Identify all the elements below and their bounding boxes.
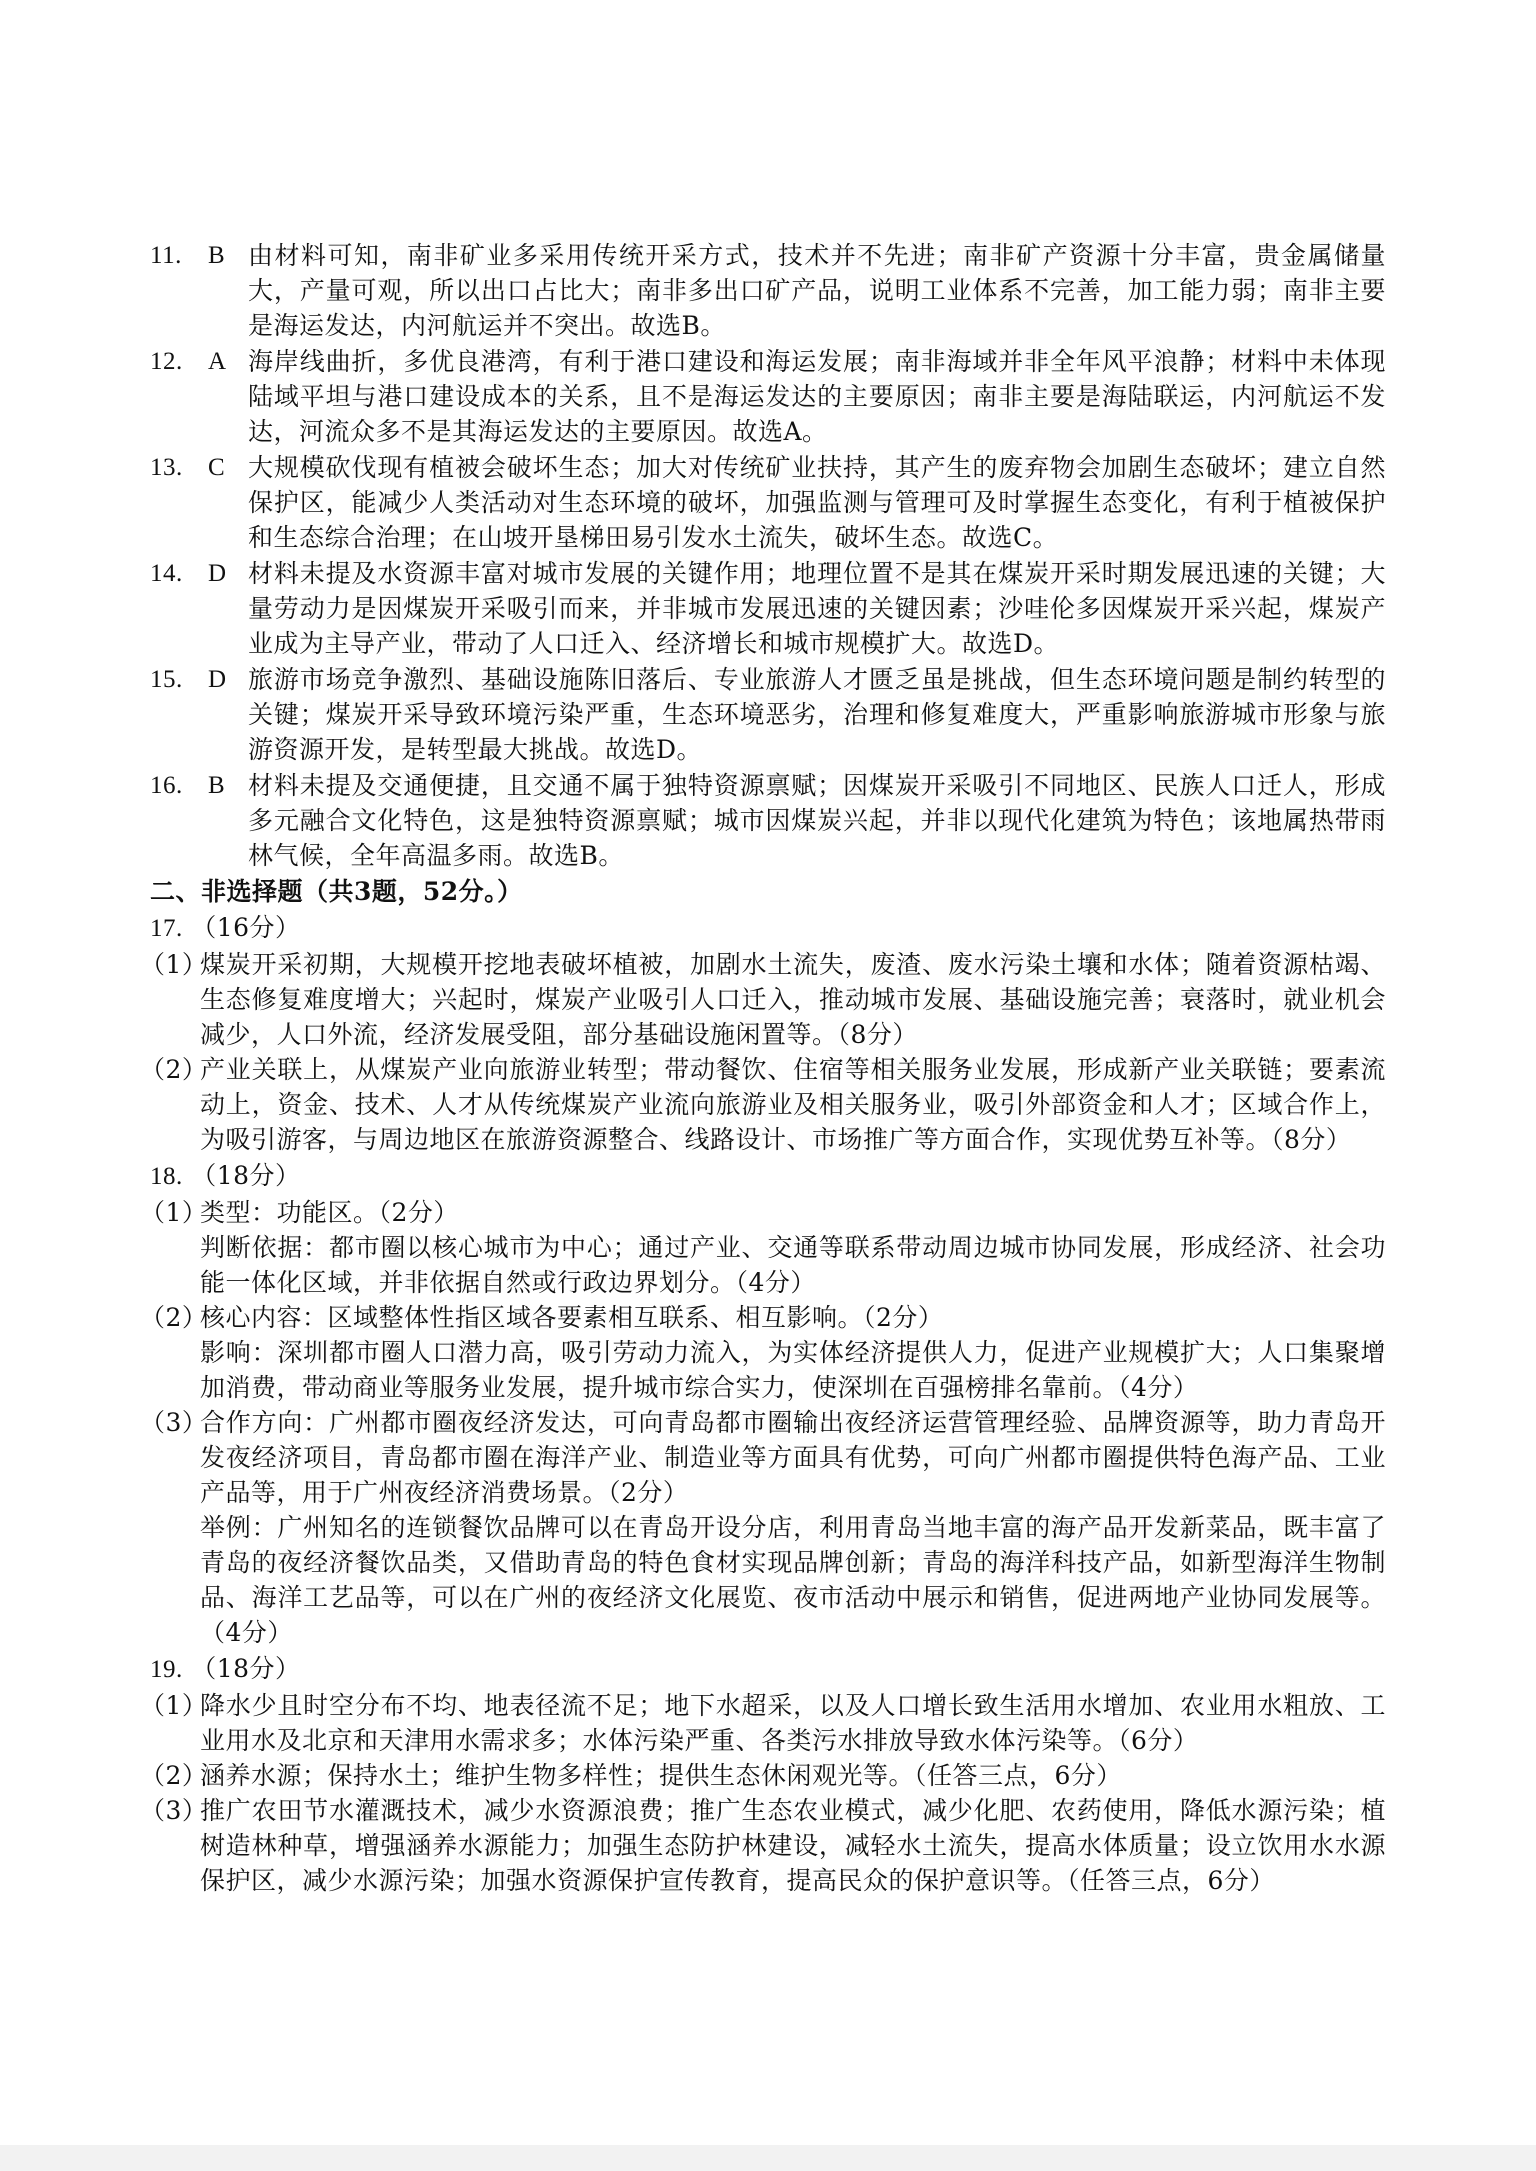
sub-question-body bbox=[200, 1758, 1386, 1793]
sub-question bbox=[140, 1300, 1386, 1405]
answer-paragraph: 类型：功能区。（2分） bbox=[200, 1198, 459, 1227]
sub-question bbox=[140, 1195, 1386, 1300]
explanation-text: 海岸线曲折，多优良港湾，有利于港口建设和海运发展；南非海域并非全年风平浪静；材料中未体现陆域平坦与港口建设成本的关系，且不是海运发达的主要原因；南非主要是海陆联运，内河航运不发达，河流众多不是其海运发达的主要原因。故选A。 bbox=[248, 347, 1386, 446]
question-heading bbox=[150, 1158, 1386, 1194]
sub-question-label: （1） bbox=[140, 950, 208, 979]
sub-question-body bbox=[200, 1405, 1386, 1650]
sub-question-label: （1） bbox=[140, 1198, 208, 1227]
choice-answer-item bbox=[150, 662, 1386, 767]
question-number: 12. bbox=[150, 348, 183, 375]
sub-question-label: （2） bbox=[140, 1761, 208, 1790]
answer-paragraph: 判断依据：都市圈以核心城市为中心；通过产业、交通等联系带动周边城市协同发展，形成经济、社会功能一体化区域，并非依据自然或行政边界划分。（4分） bbox=[200, 1233, 1386, 1297]
answer-letter: B bbox=[208, 242, 226, 269]
sub-question-body bbox=[200, 1300, 1386, 1405]
sub-question bbox=[140, 1688, 1386, 1758]
answer-paragraph: 举例：广州知名的连锁餐饮品牌可以在青岛开设分店，利用青岛当地丰富的海产品开发新菜品，既丰富了青岛的夜经济餐饮品类，又借助青岛的特色食材实现品牌创新；青岛的海洋科技产品，如新型海洋生物制品、海洋工艺品等，可以在广州的夜经济文化展览、夜市活动中展示和销售，促进两地产业协同发展等。（4分） bbox=[200, 1513, 1386, 1647]
choice-answer-item bbox=[150, 556, 1386, 661]
question-number: 11. bbox=[150, 242, 182, 269]
choice-answer-item bbox=[150, 450, 1386, 555]
sub-question-label: （2） bbox=[140, 1303, 208, 1332]
explanation-text: 由材料可知，南非矿业多采用传统开采方式，技术并不先进；南非矿产资源十分丰富，贵金属储量大，产量可观，所以出口占比大；南非多出口矿产品，说明工业体系不完善，加工能力弱；南非主要是海运发达，内河航运并不突出。故选B。 bbox=[248, 241, 1386, 340]
answer-letter: A bbox=[208, 348, 227, 375]
choice-answer-list bbox=[150, 238, 1386, 873]
sub-question bbox=[140, 1793, 1386, 1898]
explanation-text: 材料未提及交通便捷，且交通不属于独特资源禀赋；因煤炭开采吸引不同地区、民族人口迁人，形成多元融合文化特色，这是独特资源禀赋；城市因煤炭兴起，并非以现代化建筑为特色；该地属热带雨林气候，全年高温多雨。故选B。 bbox=[248, 771, 1386, 870]
sub-question bbox=[140, 947, 1386, 1052]
question-number: 16. bbox=[150, 772, 183, 799]
question-score: （18分） bbox=[191, 1161, 301, 1190]
question-number: 13. bbox=[150, 454, 183, 481]
answer-letter: D bbox=[208, 560, 227, 587]
sub-question-body bbox=[200, 947, 1386, 1052]
explanation-text: 大规模砍伐现有植被会破坏生态；加大对传统矿业扶持，其产生的废弃物会加剧生态破坏；建立自然保护区，能减少人类活动对生态环境的破坏，加强监测与管理可及时掌握生态变化，有利于植被保护和生态综合治理；在山坡开垦梯田易引发水土流失，破坏生态。故选C。 bbox=[248, 453, 1386, 552]
answer-letter: D bbox=[208, 666, 227, 693]
sub-question-label: （3） bbox=[140, 1408, 208, 1437]
sub-question bbox=[140, 1405, 1386, 1650]
explanation-text: 旅游市场竞争激烈、基础设施陈旧落后、专业旅游人才匮乏虽是挑战，但生态环境问题是制约转型的关键；煤炭开采导致环境污染严重，生态环境恶劣，治理和修复难度大，严重影响旅游城市形象与旅游资源开发，是转型最大挑战。故选D。 bbox=[248, 665, 1386, 764]
answer-letter: B bbox=[208, 772, 226, 799]
sub-question bbox=[140, 1052, 1386, 1157]
answer-paragraph: 合作方向：广州都市圈夜经济发达，可向青岛都市圈输出夜经济运营管理经验、品牌资源等，助力青岛开发夜经济项目，青岛都市圈在海洋产业、制造业等方面具有优势，可向广州都市圈提供特色海产品、工业产品等，用于广州夜经济消费场景。（2分） bbox=[200, 1408, 1386, 1507]
answer-paragraph: 影响：深圳都市圈人口潜力高，吸引劳动力流入，为实体经济提供人力，促进产业规模扩大；人口集聚增加消费，带动商业等服务业发展，提升城市综合实力，使深圳在百强榜排名靠前。（4分） bbox=[200, 1338, 1386, 1402]
choice-answer-item bbox=[150, 344, 1386, 449]
question-number: 17. bbox=[150, 915, 183, 942]
answer-paragraph: 涵养水源；保持水土；维护生物多样性；提供生态休闲观光等。（任答三点，6分） bbox=[200, 1761, 1122, 1790]
sub-question-body bbox=[200, 1688, 1386, 1758]
question-score: （18分） bbox=[191, 1654, 301, 1683]
answer-paragraph: 降水少且时空分布不均、地表径流不足；地下水超采，以及人口增长致生活用水增加、农业用水粗放、工业用水及北京和天津用水需求多；水体污染严重、各类污水排放导致水体污染等。（6分） bbox=[200, 1691, 1386, 1755]
sub-question-body bbox=[200, 1052, 1386, 1157]
sub-question-label: （3） bbox=[140, 1796, 208, 1825]
sub-question-label: （1） bbox=[140, 1691, 208, 1720]
answer-letter: C bbox=[208, 454, 226, 481]
answer-paragraph: 煤炭开采初期，大规模开挖地表破坏植被，加剧水土流失，废渣、废水污染土壤和水体；随着资源枯竭、生态修复难度增大；兴起时，煤炭产业吸引人口迁入，推动城市发展、基础设施完善；衰落时，就业机会减少，人口外流，经济发展受阻，部分基础设施闲置等。（8分） bbox=[200, 950, 1386, 1049]
sub-question-body bbox=[200, 1793, 1386, 1898]
scan-bottom-band bbox=[0, 2145, 1536, 2171]
sub-question bbox=[140, 1758, 1386, 1793]
explanation-text: 材料未提及水资源丰富对城市发展的关键作用；地理位置不是其在煤炭开采时期发展迅速的关键；大量劳动力是因煤炭开采吸引而来，并非城市发展迅速的关键因素；沙哇伦多因煤炭开采兴起，煤炭产业成为主导产业，带动了人口迁入、经济增长和城市规模扩大。故选D。 bbox=[248, 559, 1386, 658]
question-heading bbox=[150, 910, 1386, 946]
answer-paragraph: 核心内容：区域整体性指区域各要素相互联系、相互影响。（2分） bbox=[200, 1303, 944, 1332]
choice-answer-item bbox=[150, 238, 1386, 343]
question-number: 14. bbox=[150, 560, 183, 587]
question-number: 19. bbox=[150, 1656, 183, 1683]
sub-question-label: （2） bbox=[140, 1055, 208, 1084]
question-score: （16分） bbox=[191, 913, 301, 942]
free-response-list bbox=[140, 910, 1386, 1898]
question-number: 15. bbox=[150, 666, 183, 693]
section-title: 二、非选择题（共3题，52分。） bbox=[150, 877, 523, 906]
answer-paragraph: 推广农田节水灌溉技术，减少水资源浪费；推广生态农业模式，减少化肥、农药使用，降低水源污染；植树造林种草，增强涵养水源能力；加强生态防护林建设，减轻水土流失，提高水体质量；设立饮用水水源保护区，减少水源污染；加强水资源保护宣传教育，提高民众的保护意识等。（任答三点，6分） bbox=[200, 1796, 1386, 1895]
question-number: 18. bbox=[150, 1163, 183, 1190]
choice-answer-item bbox=[150, 768, 1386, 873]
sub-question-body bbox=[200, 1195, 1386, 1300]
answer-paragraph: 产业关联上，从煤炭产业向旅游业转型；带动餐饮、住宿等相关服务业发展，形成新产业关联链；要素流动上，资金、技术、人才从传统煤炭产业流向旅游业及相关服务业，吸引外部资金和人才；区域合作上，为吸引游客，与周边地区在旅游资源整合、线路设计、市场推广等方面合作，实现优势互补等。（8分） bbox=[200, 1055, 1386, 1154]
question-heading bbox=[150, 1651, 1386, 1687]
